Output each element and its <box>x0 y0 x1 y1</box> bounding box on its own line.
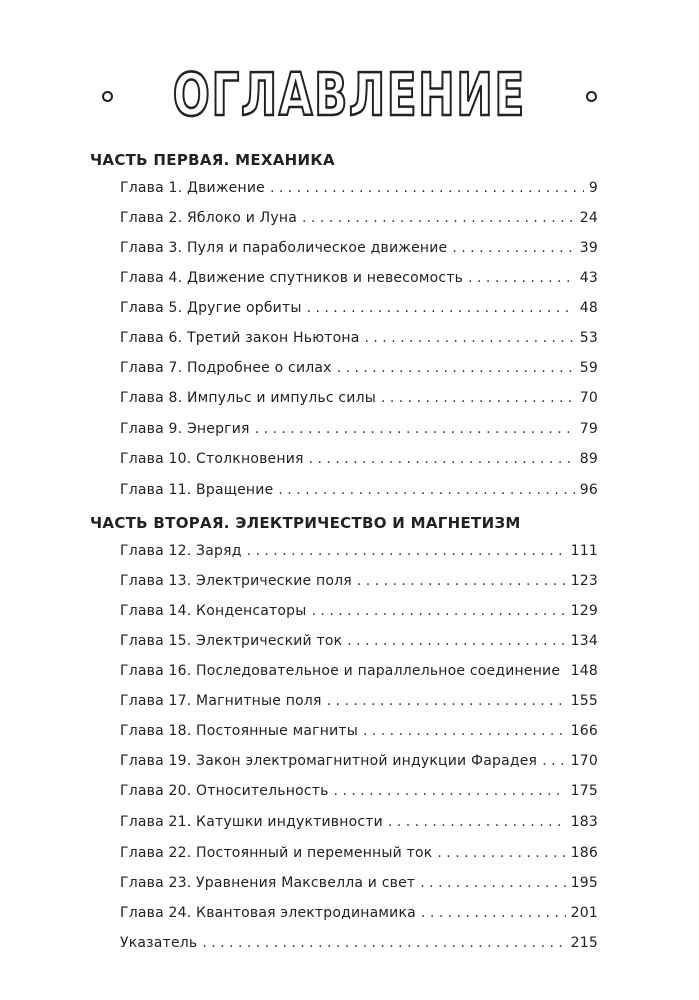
chapter-label: Глава 6. Третий закон Ньютона <box>120 330 360 346</box>
part-heading: ЧАСТЬ ВТОРАЯ. ЭЛЕКТРИЧЕСТВО И МАГНЕТИЗМ <box>90 514 521 532</box>
page-number: 70 <box>579 390 598 406</box>
chapter-label: Глава 3. Пуля и параболическое движение <box>120 240 448 256</box>
chapter-label: Глава 1. Движение <box>120 180 265 196</box>
page-number: 166 <box>570 723 598 739</box>
page-number: 170 <box>570 753 598 769</box>
dot-leader <box>381 387 575 409</box>
chapter-label: Глава 11. Вращение <box>120 482 274 498</box>
chapter-label: Глава 18. Постоянные магниты <box>120 723 358 739</box>
toc-entry[interactable] <box>120 297 598 319</box>
toc-entry[interactable] <box>120 327 598 349</box>
toc-entry[interactable] <box>120 750 598 772</box>
dot-leader <box>357 570 566 592</box>
toc-entry[interactable] <box>120 811 598 833</box>
toc-entry[interactable] <box>120 207 598 229</box>
toc-entry[interactable] <box>120 237 598 259</box>
dot-leader <box>542 750 565 772</box>
toc-entry[interactable] <box>120 720 598 742</box>
page-number: 195 <box>570 875 598 891</box>
chapter-label: Глава 24. Квантовая электродинамика <box>120 905 416 921</box>
page-number: 89 <box>579 451 598 467</box>
page-number: 123 <box>570 573 598 589</box>
chapter-label: Глава 22. Постоянный и переменный ток <box>120 845 433 861</box>
toc-entry[interactable] <box>120 177 598 199</box>
toc-entry[interactable] <box>120 932 598 954</box>
page-title: ОГЛАВЛЕНИЕ <box>172 61 526 130</box>
chapter-label: Глава 9. Энергия <box>120 421 250 437</box>
dot-leader <box>337 357 575 379</box>
left-bullet-icon <box>102 91 113 102</box>
dot-leader <box>312 600 566 622</box>
page-number: 148 <box>570 663 598 679</box>
toc-entry[interactable] <box>120 780 598 802</box>
dot-leader <box>468 267 575 289</box>
page-number: 79 <box>579 421 598 437</box>
toc-entry[interactable] <box>120 267 598 289</box>
page-number: 201 <box>570 905 598 921</box>
page-number: 48 <box>579 300 598 316</box>
chapter-label: Глава 19. Закон электромагнитной индукции Фарадея <box>120 753 538 769</box>
chapter-label: Глава 10. Столкновения <box>120 451 304 467</box>
dot-leader <box>255 418 575 440</box>
toc-entry[interactable] <box>120 357 598 379</box>
dot-leader <box>247 540 566 562</box>
toc-entry[interactable] <box>120 570 598 592</box>
dot-leader <box>347 630 565 652</box>
dot-leader <box>437 842 565 864</box>
chapter-label: Глава 12. Заряд <box>120 543 242 559</box>
dot-leader <box>364 327 574 349</box>
page-number: 24 <box>579 210 598 226</box>
chapter-label: Глава 15. Электрический ток <box>120 633 343 649</box>
dot-leader <box>307 297 575 319</box>
dot-leader <box>363 720 566 742</box>
toc-entry[interactable] <box>120 448 598 470</box>
chapter-label: Глава 8. Импульс и импульс силы <box>120 390 376 406</box>
chapter-label: Глава 14. Конденсаторы <box>120 603 307 619</box>
toc-entry[interactable] <box>120 418 598 440</box>
chapter-label: Глава 2. Яблоко и Луна <box>120 210 297 226</box>
dot-leader <box>327 690 566 712</box>
chapter-label: Глава 16. Последовательное и параллельное соединение <box>120 663 561 679</box>
chapter-label: Глава 17. Магнитные поля <box>120 693 322 709</box>
page-number: 59 <box>579 360 598 376</box>
page-number: 111 <box>570 543 598 559</box>
toc-entry[interactable] <box>120 660 598 682</box>
dot-leader <box>302 207 575 229</box>
page-number: 129 <box>570 603 598 619</box>
part-heading: ЧАСТЬ ПЕРВАЯ. МЕХАНИКА <box>90 151 335 169</box>
toc-header <box>0 61 699 130</box>
dot-leader <box>270 177 584 199</box>
toc-entry[interactable] <box>120 902 598 924</box>
dot-leader <box>309 448 575 470</box>
dot-leader <box>202 932 565 954</box>
page-number: 183 <box>570 814 598 830</box>
toc-entry[interactable] <box>120 387 598 409</box>
chapter-label: Глава 5. Другие орбиты <box>120 300 302 316</box>
right-bullet-icon <box>586 91 597 102</box>
page-number: 155 <box>570 693 598 709</box>
dot-leader <box>388 811 566 833</box>
chapter-label: Глава 20. Относительность <box>120 783 329 799</box>
dot-leader <box>334 780 566 802</box>
toc-entry[interactable] <box>120 872 598 894</box>
toc-entry[interactable] <box>120 600 598 622</box>
dot-leader <box>421 902 566 924</box>
page-number: 215 <box>570 935 598 951</box>
page-number: 39 <box>579 240 598 256</box>
page-number: 134 <box>570 633 598 649</box>
toc-entry[interactable] <box>120 540 598 562</box>
chapter-label: Глава 23. Уравнения Максвелла и свет <box>120 875 416 891</box>
page-number: 53 <box>579 330 598 346</box>
page-number: 9 <box>588 180 598 196</box>
page-number: 43 <box>579 270 598 286</box>
page-number: 175 <box>570 783 598 799</box>
dot-leader <box>565 660 566 682</box>
chapter-label: Глава 4. Движение спутников и невесомость <box>120 270 464 286</box>
dot-leader <box>452 237 574 259</box>
dot-leader <box>420 872 565 894</box>
chapter-label: Указатель <box>120 935 198 951</box>
dot-leader <box>278 479 574 501</box>
toc-entry[interactable] <box>120 842 598 864</box>
toc-entry[interactable] <box>120 479 598 501</box>
chapter-label: Глава 13. Электрические поля <box>120 573 352 589</box>
page-number: 186 <box>570 845 598 861</box>
chapter-label: Глава 7. Подробнее о силах <box>120 360 332 376</box>
toc-entry[interactable] <box>120 690 598 712</box>
chapter-label: Глава 21. Катушки индуктивности <box>120 814 383 830</box>
toc-entry[interactable] <box>120 630 598 652</box>
page-number: 96 <box>579 482 598 498</box>
